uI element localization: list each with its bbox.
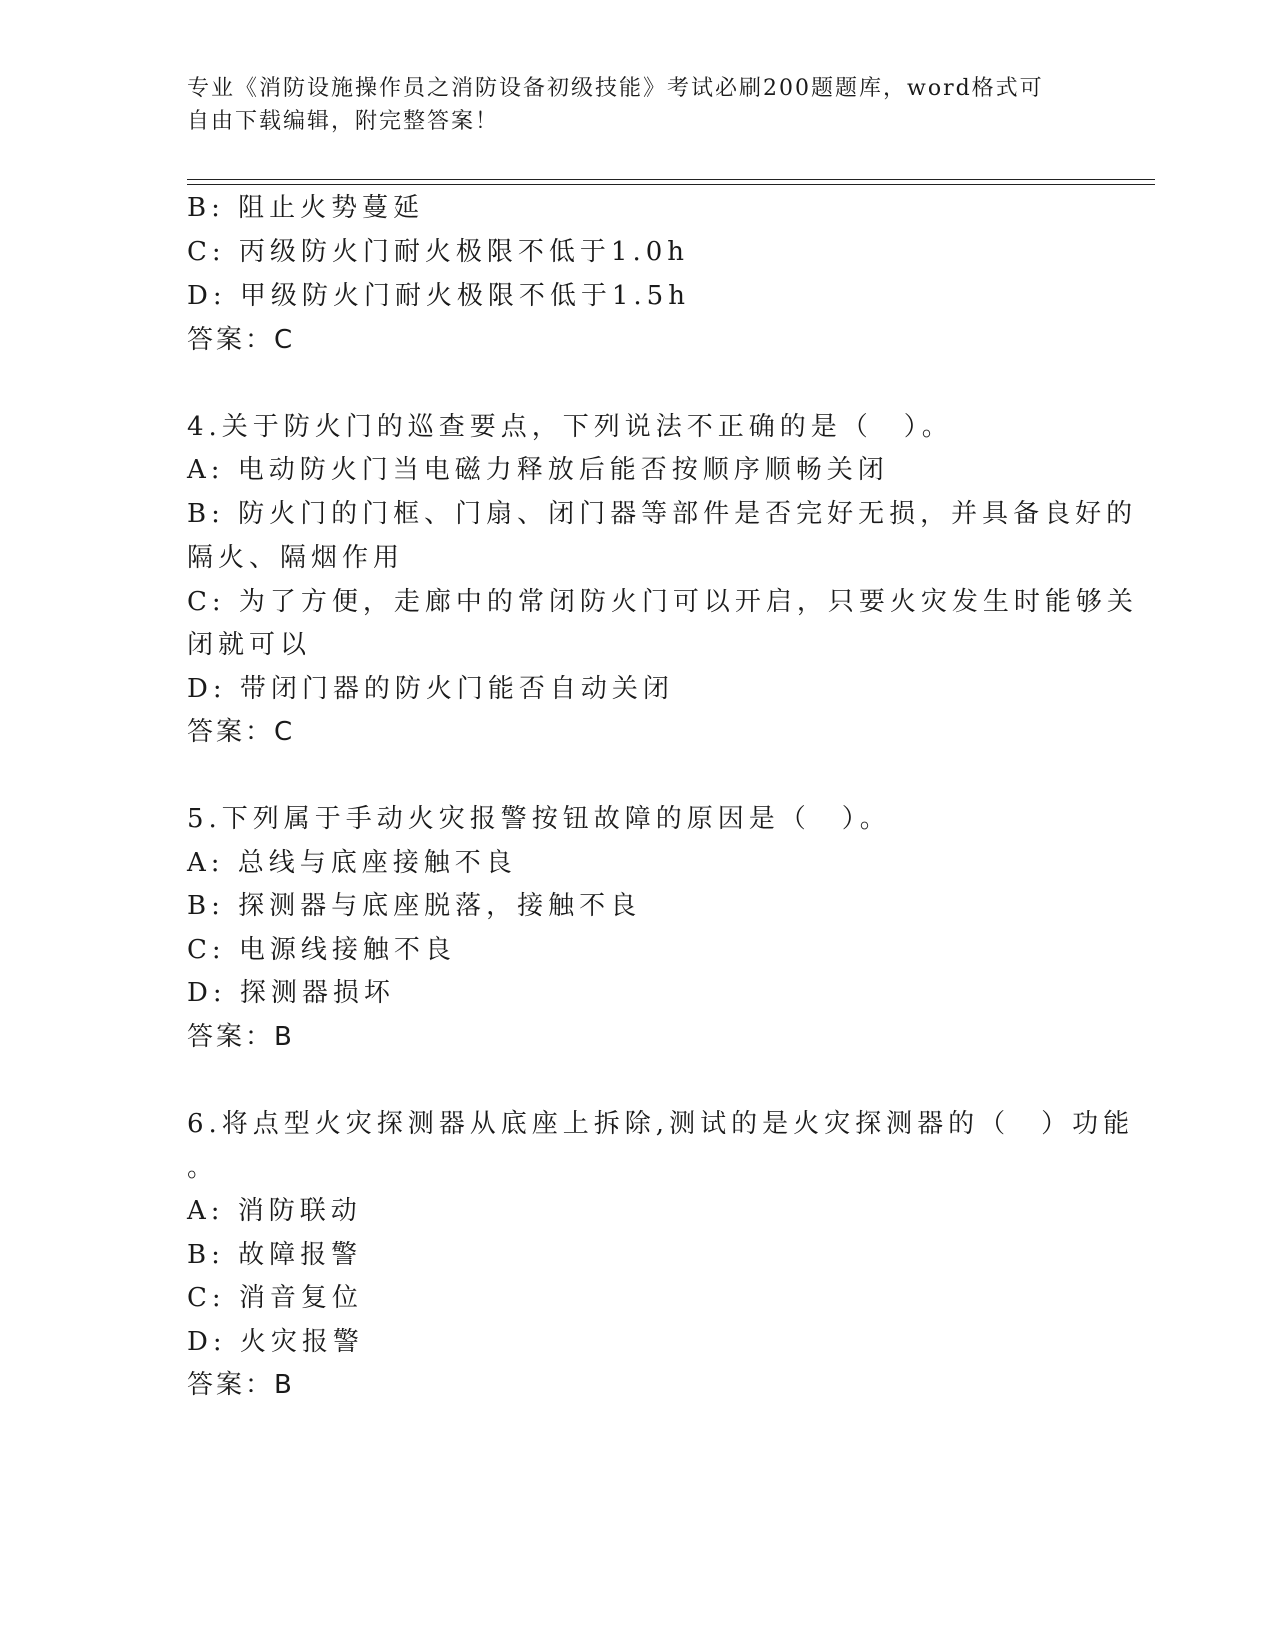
q3-option-b: B: 阻止火势蔓延 (187, 193, 425, 223)
q6-option-c: C: 消音复位 (187, 1283, 363, 1313)
q5-option-d: D: 探测器损坏 (187, 978, 395, 1008)
q4-option-c-line1: C: 为了方便，走廊中的常闭防火门可以开启，只要火灾发生时能够关 (187, 587, 1138, 617)
q4-answer: 答案：C (187, 717, 296, 747)
q4-option-b-line2: 隔火、隔烟作用 (187, 543, 405, 573)
q5-stem: 5.下列属于手动火灾报警按钮故障的原因是（ ）。 (187, 804, 891, 834)
q3-option-d: D: 甲级防火门耐火极限不低于1.5h (187, 281, 690, 311)
q6-option-a: A: 消防联动 (187, 1196, 362, 1226)
q6-stem-line2: 。 (187, 1153, 219, 1183)
document-header (187, 72, 1067, 138)
header-line-1: 专业《消防设施操作员之消防设备初级技能》考试必刷200题题库，word格式可 (187, 76, 1044, 101)
q6-option-b: B: 故障报警 (187, 1240, 363, 1270)
q4-option-a: A: 电动防火门当电磁力释放后能否按顺序顺畅关闭 (187, 455, 889, 485)
q3-option-c: C: 丙级防火门耐火极限不低于1.0h (187, 237, 690, 267)
q6-stem-line1: 6.将点型火灾探测器从底座上拆除,测试的是火灾探测器的（ ）功能 (187, 1109, 1135, 1139)
header-line-2: 自由下载编辑，附完整答案！ (187, 109, 500, 134)
q5-option-b: B: 探测器与底座脱落，接触不良 (187, 891, 642, 921)
q5-answer: 答案：B (187, 1022, 295, 1052)
q5-option-a: A: 总线与底座接触不良 (187, 848, 517, 878)
q4-option-c-line2: 闭就可以 (187, 630, 312, 660)
q6-answer: 答案：B (187, 1370, 295, 1400)
header-divider-bottom (187, 184, 1155, 185)
q4-option-b-line1: B: 防火门的门框、门扇、闭门器等部件是否完好无损，并具备良好的 (187, 499, 1138, 529)
q4-option-d: D: 带闭门器的防火门能否自动关闭 (187, 674, 674, 704)
q6-option-d: D: 火灾报警 (187, 1327, 364, 1357)
q4-stem: 4.关于防火门的巡查要点，下列说法不正确的是（ ）。 (187, 412, 953, 442)
q5-option-c: C: 电源线接触不良 (187, 935, 456, 965)
header-divider-top (187, 179, 1155, 180)
q3-answer: 答案：C (187, 325, 296, 355)
